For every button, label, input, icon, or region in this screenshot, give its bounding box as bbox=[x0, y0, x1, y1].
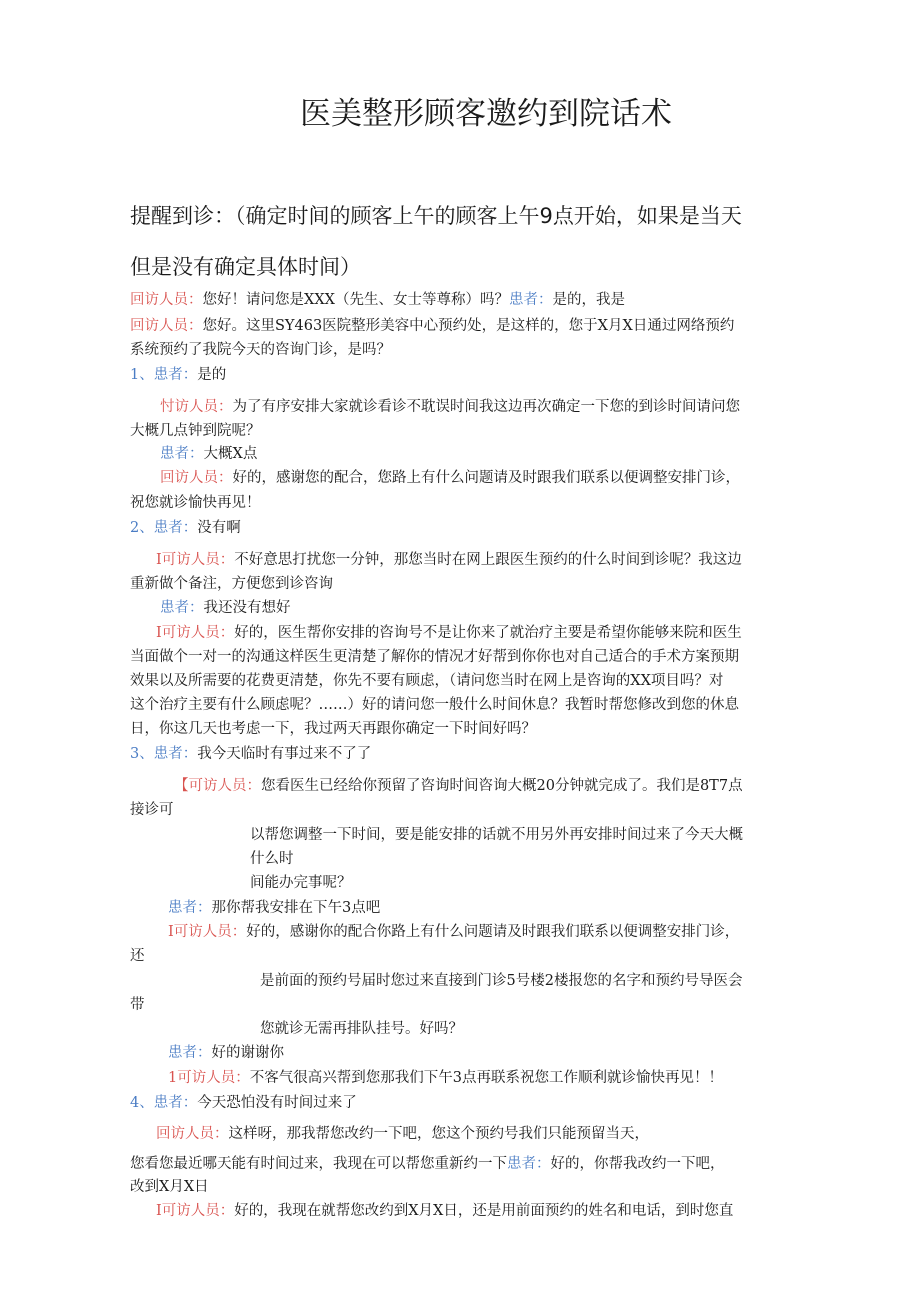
dialog-line: 改到X月X日 bbox=[130, 1179, 209, 1195]
speaker-label: 患者： bbox=[160, 446, 204, 462]
speaker-label: 患者： bbox=[153, 367, 198, 383]
speaker-label: 患者： bbox=[153, 520, 198, 536]
speaker-label: 患者： bbox=[508, 292, 553, 308]
case-number: 2、 bbox=[130, 520, 154, 536]
line-text: 好的，我现在就帮您改约到X月X日，还是用前面预约的姓名和电话，到时您直 bbox=[234, 1203, 734, 1219]
dialog-line: 当面做个一对一的沟通这样医生更清楚了解你的情况才好帮到你你也对自己适合的手术方案预期 bbox=[130, 649, 739, 665]
dialog-line bbox=[160, 397, 740, 417]
line-text: 这样呀，那我帮您改约一下吧，您这个预约号我们只能预留当天， bbox=[228, 1126, 649, 1142]
speaker-label: 忖访人员： bbox=[160, 399, 233, 415]
line-text: 您好。这里SY463医院整形美容中心预约处，是这样的，您于X月X日通过网络预约 bbox=[202, 318, 735, 334]
dialog-line: 以帮您调整一下时间，要是能安排的话就不用另外再安排时间过来了今天大概 bbox=[250, 827, 743, 843]
dialog-line: 这个治疗主要有什么顾虑呢？……）好的请问您一般什么时间休息？我暂时帮您修改到您的休息 bbox=[130, 697, 739, 713]
case-number: 3、 bbox=[130, 746, 154, 762]
dialog-line: 祝您就诊愉快再见！ bbox=[130, 495, 261, 511]
dialog-line: 带 bbox=[130, 997, 145, 1013]
heading-line-2: 但是没有确定具体时间） bbox=[130, 255, 361, 279]
speaker-label: 患者： bbox=[168, 1045, 212, 1061]
speaker-label: I可访人员： bbox=[168, 924, 247, 940]
dialog-line: 系统预约了我院今天的咨询门诊，是吗？ bbox=[130, 342, 391, 358]
dialog-line: 接诊可 bbox=[130, 802, 174, 818]
dialog-line bbox=[168, 898, 380, 918]
dialog-line bbox=[156, 1201, 733, 1221]
speaker-label: 【可访人员： bbox=[174, 778, 261, 794]
case-header bbox=[130, 365, 226, 385]
line-text: 好的，你帮我改约一下吧， bbox=[550, 1156, 725, 1172]
dialog-line bbox=[168, 922, 739, 942]
speaker-label: 回访人员： bbox=[160, 470, 233, 486]
dialog-line bbox=[160, 468, 740, 488]
line-text: 今天恐怕没有时间过来了 bbox=[197, 1095, 357, 1111]
dialog-line: 是前面的预约号届时您过来直接到门诊5号楼2楼报您的名字和预约号导医会 bbox=[260, 973, 743, 989]
speaker-label: 回访人员： bbox=[156, 1126, 229, 1142]
dialog-line: 重新做个备注，方便您到诊咨询 bbox=[130, 576, 333, 592]
line-text: 大概X点 bbox=[203, 446, 258, 462]
line-text: 是的，我是 bbox=[552, 292, 625, 308]
line-text: 好的，医生帮你安排的咨询号不是让你来了就治疗主要是希望你能够来院和医生 bbox=[234, 625, 742, 641]
dialog-line bbox=[168, 1043, 284, 1063]
page-title: 医美整形顾客邀约到院话术 bbox=[300, 96, 672, 132]
speaker-label: I可访人员： bbox=[156, 552, 235, 568]
line-text: 好的，感谢您的配合，您路上有什么问题请及时跟我们联系以便调整安排门诊， bbox=[232, 470, 740, 486]
line-text: 您好！请问您是XXX（先生、女士等尊称）吗？ bbox=[202, 292, 509, 308]
dialog-line: 间能办完事呢？ bbox=[250, 875, 352, 891]
line-text: 您看医生已经给你预留了咨询时间咨询大概20分钟就完成了。我们是8T7点 bbox=[261, 778, 743, 794]
case-header bbox=[130, 518, 241, 538]
line-text: 那你帮我安排在下午3点吧 bbox=[211, 900, 381, 916]
line-text: 我还没有想好 bbox=[203, 600, 291, 616]
dialog-line bbox=[156, 550, 742, 570]
speaker-label: 患者： bbox=[507, 1156, 551, 1172]
dialog-line bbox=[156, 623, 742, 643]
dialog-line bbox=[168, 1068, 723, 1088]
case-header bbox=[130, 744, 371, 764]
line-text: 为了有序安排大家就诊看诊不耽误时间我这边再次确定一下您的到诊时间请问您 bbox=[232, 399, 740, 415]
dialog-line: 还 bbox=[130, 948, 145, 964]
dialog-line bbox=[156, 1124, 649, 1144]
line-text: 好的，感谢你的配合你路上有什么问题请及时跟我们联系以便调整安排门诊， bbox=[246, 924, 740, 940]
line-text: 您看您最近哪天能有时间过来，我现在可以帮您重新约一下 bbox=[130, 1156, 507, 1172]
dialog-line: 日，你这几天也考虑一下，我过两天再跟你确定一下时间好吗？ bbox=[130, 721, 536, 737]
speaker-label: 回访人员： bbox=[130, 318, 203, 334]
speaker-label: 1可访人员： bbox=[168, 1070, 250, 1086]
speaker-label: 患者： bbox=[153, 746, 198, 762]
case-number: 4、 bbox=[130, 1095, 154, 1111]
case-header bbox=[130, 1093, 357, 1113]
dialog-line: 您就诊无需再排队挂号。好吗？ bbox=[260, 1021, 463, 1037]
speaker-label: 患者： bbox=[160, 600, 204, 616]
line-text: 没有啊 bbox=[197, 520, 241, 536]
dialog-line bbox=[160, 598, 291, 618]
dialog-line bbox=[130, 1154, 725, 1174]
line-text: 我今天临时有事过来不了了 bbox=[197, 746, 372, 762]
dialog-line bbox=[174, 776, 743, 796]
speaker-label: 患者： bbox=[168, 900, 212, 916]
dialog-line: 大概几点钟到院呢？ bbox=[130, 423, 261, 439]
dialog-line bbox=[160, 444, 257, 464]
line-text: 是的 bbox=[197, 367, 227, 383]
speaker-label: 回访人员： bbox=[130, 292, 203, 308]
speaker-label: I可访人员： bbox=[156, 1203, 235, 1219]
dialog-line: 效果以及所需要的花费更清楚，你先不要有顾虑，（请问您当时在网上是咨询的XX项目吗？对 bbox=[130, 673, 724, 689]
speaker-label: I可访人员： bbox=[156, 625, 235, 641]
speaker-label: 患者： bbox=[153, 1095, 198, 1111]
dialog-line bbox=[130, 290, 625, 310]
line-text: 好的谢谢你 bbox=[211, 1045, 284, 1061]
dialog-line bbox=[130, 316, 734, 336]
line-text: 不好意思打扰您一分钟，那您当时在网上跟医生预约的什么时间到诊呢？我这边 bbox=[234, 552, 742, 568]
heading-line-1: 提醒到诊：（确定时间的顾客上午的顾客上午9点开始，如果是当天 bbox=[130, 204, 742, 228]
line-text: 不客气很高兴帮到您那我们下午3点再联系祝您工作顺利就诊愉快再见！！ bbox=[249, 1070, 723, 1086]
dialog-line: 什么时 bbox=[250, 851, 294, 867]
case-number: 1、 bbox=[130, 367, 154, 383]
